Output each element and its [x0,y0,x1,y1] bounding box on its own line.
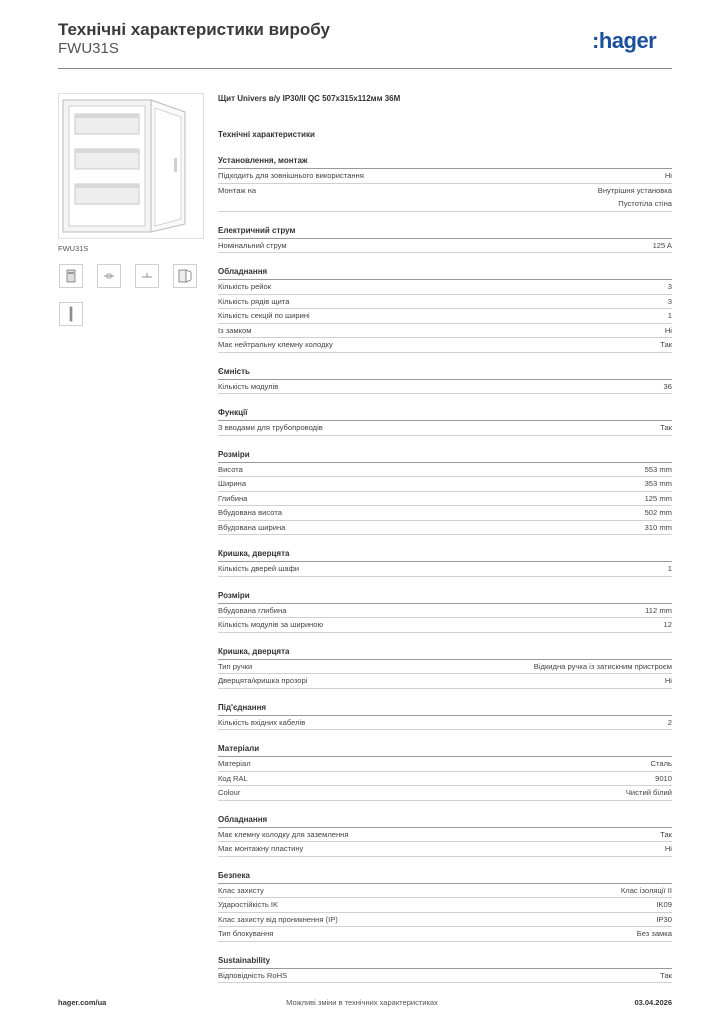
product-image-label: FWU31S [58,244,89,253]
spec-value: Чистий білий [625,788,672,797]
thumbnail-dimension-side[interactable] [135,264,159,288]
spec-value: 36 [663,381,672,391]
spec-label: Вбудована висота [218,508,282,517]
page-title: Технічні характеристики виробу [58,20,330,39]
spec-groups [218,156,672,983]
spec-label: Має клемну колодку для заземлення [218,829,349,839]
spec-group-title: Розміри [218,591,672,604]
spec-value: 1 [667,564,672,573]
spec-row [218,562,672,577]
hager-logo[interactable] [592,28,656,54]
spec-row [218,884,672,899]
spec-row [218,506,672,521]
spec-group-title: Обладнання [218,815,672,828]
product-image[interactable] [58,93,204,239]
spec-row [218,309,672,324]
spec-row [218,969,672,984]
spec-value: IP30 [656,914,672,924]
spec-value: 112 mm [645,605,672,615]
spec-row [218,239,672,254]
logo-text: :hager [592,28,657,53]
spec-value: Ні [664,844,672,853]
spec-label: Тип ручки [218,661,253,671]
spec-row [218,521,672,536]
spec-row [218,898,672,913]
thumbnail-profile[interactable] [59,302,83,326]
spec-row [218,324,672,339]
spec-value: 310 mm [644,522,672,532]
spec-group-title: Установлення, монтаж [218,156,672,169]
spec-label: Кількість вхідних кабелів [218,717,306,727]
spec-group-title: Ємність [218,367,672,380]
spec-row [218,772,672,787]
footer-date: 03.04.2026 [634,998,672,1007]
spec-value: 9010 [655,773,672,783]
spec-value: Без замка [636,929,672,938]
spec-label: Номінальний струм [218,240,287,250]
spec-group-title: Матеріали [218,744,672,757]
spec-label: Ударостійкість IK [218,900,279,909]
spec-label: Клас захисту від проникнення (IP) [218,914,338,924]
spec-value: Клас ізоляції II [620,885,672,895]
spec-value: 12 [663,620,672,629]
spec-label: Кількість рядів щита [218,296,290,306]
spec-label: Кількість дверей шафи [218,564,300,573]
spec-row [218,380,672,395]
spec-row [218,280,672,295]
spec-group [218,647,672,689]
spec-group-title: Безпека [218,871,672,884]
spec-value: Так [660,423,672,432]
product-name: Щит Univers в/у IP30/II QC 507x315x112мм 36M [218,94,401,103]
spec-row [218,477,672,492]
spec-row [218,618,672,633]
spec-row [218,492,672,507]
spec-group-title: Кришка, дверцята [218,647,672,660]
spec-group-title: Кришка, дверцята [218,549,672,562]
spec-label: Кількість модулів за шириною [218,620,324,629]
spec-label: Кількість модулів [218,381,279,391]
spec-row [218,828,672,843]
spec-label: Підходить для зовнішнього використання [218,171,364,180]
spec-group-title: Обладнання [218,267,672,280]
spec-label: Colour [218,788,241,797]
spec-value: Ні [664,676,672,685]
spec-row [218,463,672,478]
header-divider [58,68,672,69]
spec-value: Ні [664,325,672,335]
spec-value: Так [660,340,672,349]
spec-value: Ні [664,171,672,180]
spec-value: Так [660,829,672,839]
spec-group [218,549,672,577]
spec-group [218,703,672,731]
spec-label: Код RAL [218,773,248,783]
thumbnail-front[interactable] [59,264,83,288]
spec-label: Вбудована ширина [218,522,286,532]
spec-label: Матеріал [218,759,251,768]
spec-row [218,716,672,731]
tech-specs-heading: Технічні характеристики [218,130,315,139]
spec-group-title: Під'єднання [218,703,672,716]
spec-group [218,956,672,984]
spec-group [218,815,672,857]
spec-label: Має нейтральну клемну колодку [218,340,333,349]
spec-row [218,913,672,928]
spec-row [218,604,672,619]
thumbnail-dimension-top[interactable] [97,264,121,288]
spec-label: Ширина [218,479,247,488]
spec-value: Сталь [650,759,672,768]
spec-group [218,744,672,801]
spec-row [218,660,672,675]
spec-content [218,94,672,983]
spec-row [218,421,672,436]
spec-row [218,786,672,801]
spec-group [218,226,672,254]
spec-group [218,871,672,942]
footer-website[interactable]: hager.com/ua [58,998,107,1007]
product-code: FWU31S [58,40,119,57]
spec-row [218,338,672,353]
spec-label: Кількість рейок [218,282,272,291]
spec-value: 553 mm [644,464,672,474]
spec-label: Клас захисту [218,885,264,895]
spec-row [218,927,672,942]
spec-value: 502 mm [644,508,672,517]
spec-group [218,156,672,212]
spec-label: Висота [218,464,243,474]
spec-label: Дверцята/кришка прозорі [218,676,308,685]
spec-row [218,184,672,212]
spec-value: 3 [667,282,672,291]
spec-label: Монтаж на [218,185,257,195]
spec-group-title: Розміри [218,450,672,463]
spec-row [218,674,672,689]
spec-label: Кількість секцій по ширині [218,311,310,320]
spec-group [218,267,672,353]
spec-label: Відповідність RoHS [218,970,288,980]
spec-label: Має монтажну пластину [218,844,304,853]
spec-value: 2 [667,717,672,727]
spec-group-title: Sustainability [218,956,672,969]
spec-label: Глибина [218,493,248,503]
spec-value: 125 A [652,240,672,250]
spec-value: IK09 [656,900,672,909]
spec-row [218,842,672,857]
spec-group-title: Функції [218,408,672,421]
spec-label: З вводами для трубопроводів [218,423,323,432]
spec-value: Відкидна ручка із затискним пристроєм [533,661,672,671]
spec-value: 125 mm [644,493,672,503]
spec-row [218,295,672,310]
spec-group [218,408,672,436]
spec-group-title: Електричний струм [218,226,672,239]
spec-label: Вбудована глибина [218,605,287,615]
spec-value: 1 [667,311,672,320]
spec-row [218,169,672,184]
spec-label: Тип блокування [218,929,274,938]
spec-value: 3 [667,296,672,306]
thumbnail-open-door[interactable] [173,264,197,288]
spec-value: Внутрішня установка Пустотіла стіна [597,185,672,208]
spec-group [218,450,672,536]
spec-group [218,591,672,633]
spec-value: Так [660,970,672,980]
footer-disclaimer: Можливі зміни в технічних характеристиках [286,998,438,1007]
spec-row [218,757,672,772]
spec-value: 353 mm [644,479,672,488]
spec-label: Із замком [218,325,252,335]
spec-group [218,367,672,395]
